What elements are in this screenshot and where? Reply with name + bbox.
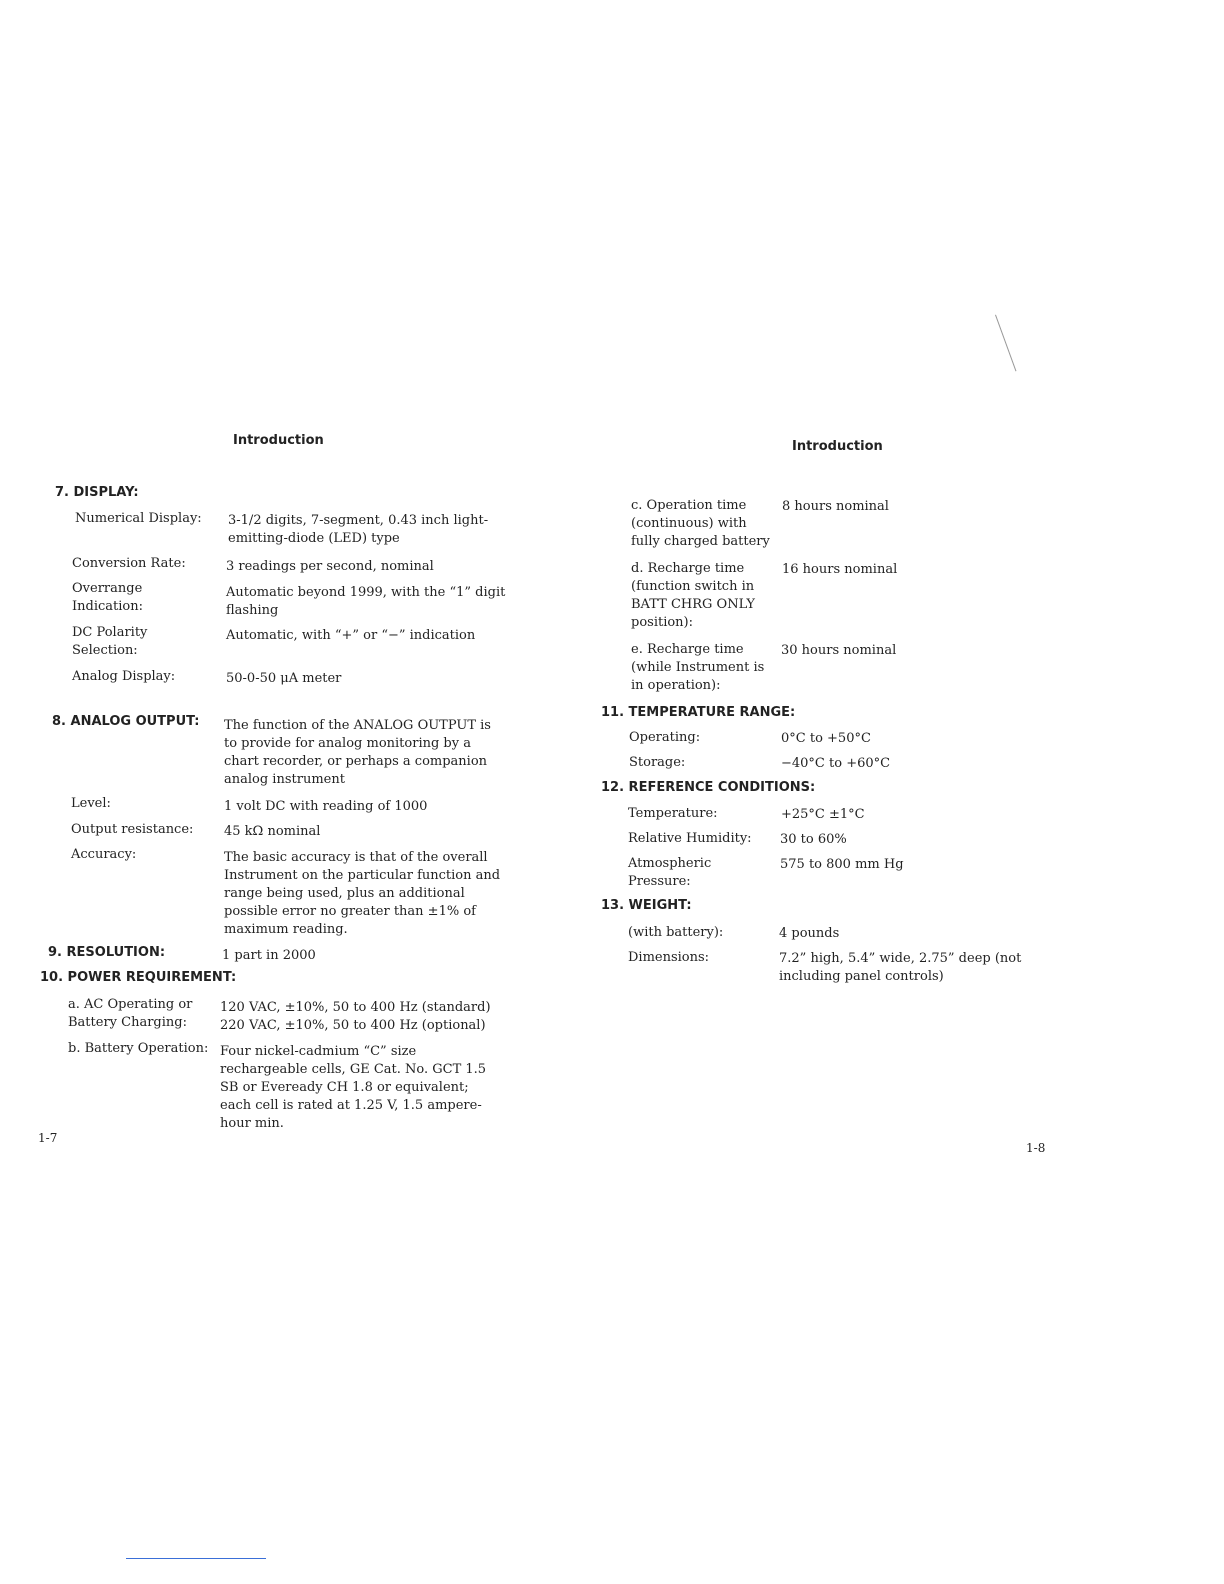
atmospheric-pressure-value: 575 to 800 mm Hg: [780, 857, 904, 872]
output-resistance-label: Output resistance:: [71, 822, 194, 837]
section-7-title: 7. DISPLAY:: [55, 485, 139, 500]
numerical-display-value: 3-1/2 digits, 7-segment, 0.43 inch light-emitting-diode (LED) type: [228, 513, 489, 546]
recharge-time-value: 16 hours nominal: [782, 562, 898, 577]
relative-humidity-value: 30 to 60%: [780, 832, 847, 847]
numerical-display-label: Numerical Display:: [75, 511, 202, 526]
section-9-title: 9. RESOLUTION:: [48, 945, 166, 960]
analog-display-value: 50-0-50 μA meter: [226, 671, 342, 686]
scan-mark: [995, 315, 1016, 372]
resolution-value: 1 part in 2000: [222, 948, 316, 963]
analog-display-label: Analog Display:: [72, 669, 176, 684]
analog-output-intro: The function of the ANALOG OUTPUT is to provide for analog monitoring by a chart recorder, or perhaps a companion analog instrument: [224, 718, 491, 787]
atmospheric-pressure-label: Atmospheric Pressure:: [628, 856, 712, 889]
weight-with-battery-label: (with battery):: [628, 925, 724, 940]
recharge-time-label: d. Recharge time (function switch in BATT CHRG ONLY position):: [631, 561, 755, 630]
overrange-value: Automatic beyond 1999, with the “1” digit flashing: [226, 585, 506, 618]
section-8-title: 8. ANALOG OUTPUT:: [52, 714, 200, 729]
overrange-label: Overrange Indication:: [72, 581, 143, 614]
level-value: 1 volt DC with reading of 1000: [224, 799, 428, 814]
operation-time-label: c. Operation time (continuous) with fully charged battery: [631, 498, 770, 549]
ac-operating-label: a. AC Operating or Battery Charging:: [68, 997, 193, 1030]
section-10-title: 10. POWER REQUIREMENT:: [40, 970, 237, 985]
relative-humidity-label: Relative Humidity:: [628, 831, 752, 846]
battery-operation-value: Four nickel-cadmium “C” size rechargeable cells, GE Cat. No. GCT 1.5 SB or Eveready CH 1.8 or equivalent; each cell is rated at 1.25 V, 1.5 ampere-hour min.: [220, 1044, 487, 1131]
section-13-title: 13. WEIGHT:: [601, 898, 692, 913]
operating-temp-label: Operating:: [629, 730, 701, 745]
battery-operation-label: b. Battery Operation:: [68, 1041, 209, 1056]
reference-temp-value: +25°C ±1°C: [781, 807, 865, 822]
storage-temp-value: −40°C to +60°C: [781, 756, 891, 771]
right-page-number: 1-8: [1026, 1141, 1046, 1155]
scan-rule-line: [126, 1558, 266, 1559]
conversion-rate-value: 3 readings per second, nominal: [226, 559, 434, 574]
left-page-number: 1-7: [38, 1131, 58, 1145]
dimensions-value: 7.2” high, 5.4” wide, 2.75” deep (not including panel controls): [779, 951, 1022, 984]
operation-time-value: 8 hours nominal: [782, 499, 889, 514]
accuracy-label: Accuracy:: [71, 847, 137, 862]
storage-temp-label: Storage:: [629, 755, 686, 770]
right-page-header: Introduction: [792, 439, 883, 454]
level-label: Level:: [71, 796, 111, 811]
dc-polarity-value: Automatic, with “+” or “−” indication: [226, 628, 476, 643]
dc-polarity-label: DC Polarity Selection:: [72, 625, 148, 658]
recharge-in-operation-value: 30 hours nominal: [781, 643, 897, 658]
left-page-header: Introduction: [233, 433, 324, 448]
output-resistance-value: 45 kΩ nominal: [224, 824, 321, 839]
accuracy-value: The basic accuracy is that of the overall Instrument on the particular function and range being used, plus an additional possible error no greater than ±1% of maximum reading.: [224, 850, 501, 937]
section-12-title: 12. REFERENCE CONDITIONS:: [601, 780, 816, 795]
section-11-title: 11. TEMPERATURE RANGE:: [601, 705, 796, 720]
operating-temp-value: 0°C to +50°C: [781, 731, 871, 746]
conversion-rate-label: Conversion Rate:: [72, 556, 186, 571]
ac-operating-value: 120 VAC, ±10%, 50 to 400 Hz (standard) 220 VAC, ±10%, 50 to 400 Hz (optional): [220, 1000, 491, 1033]
reference-temp-label: Temperature:: [628, 806, 718, 821]
weight-value: 4 pounds: [779, 926, 840, 941]
dimensions-label: Dimensions:: [628, 950, 710, 965]
recharge-in-operation-label: e. Recharge time (while Instrument is in operation):: [631, 642, 765, 693]
